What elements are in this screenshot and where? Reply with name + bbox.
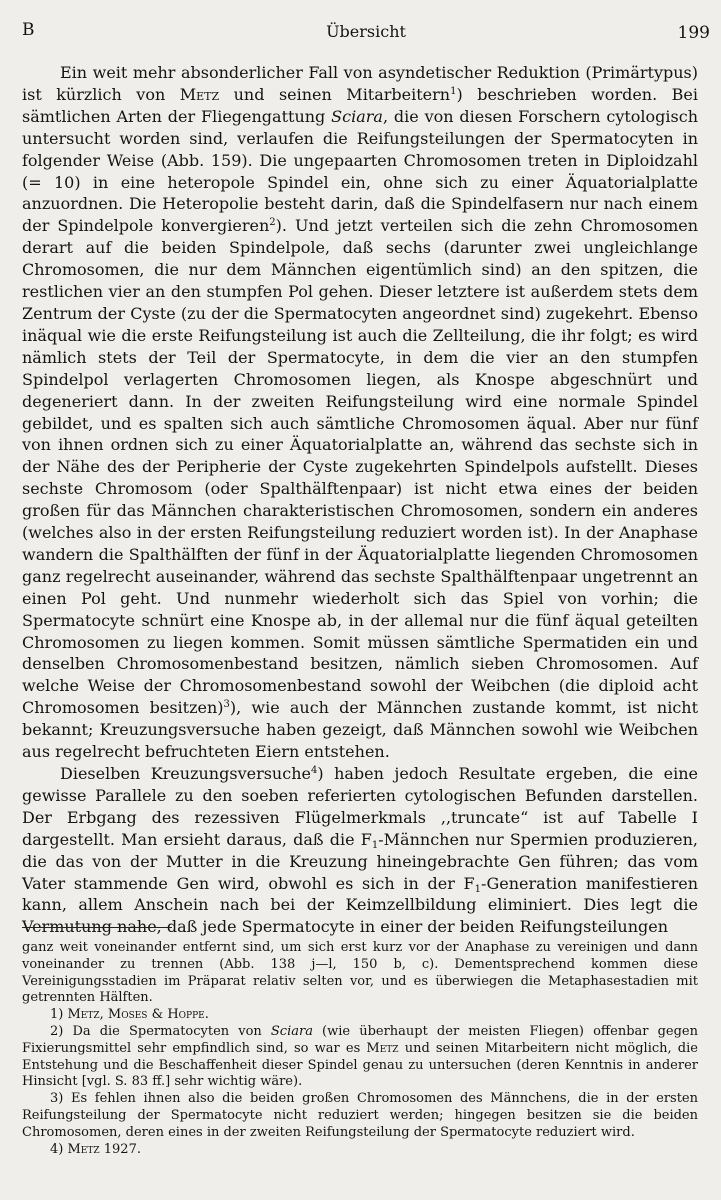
footnote-ref-3: 3: [223, 699, 230, 711]
footnote-ref-2: 2: [269, 217, 276, 229]
paragraph-1: Ein weit mehr absonderlicher Fall von asyndetischer Reduktion (Primärtypus) ist kürzlich von Metz und seinen Mitarbeitern$^1$) beschrieben worden. Bei sämtlichen Arten der Fliegengattung Sciara, die von diesen Forschern cytologisch untersucht worden sind, verlaufen die Reifungsteilungen der Spermatocyten in folgender Weise (Abb. 159). Die ungepaarten Chromosomen treten in Diploidzahl (= 10) in eine heteropole Spindel ein, ohne sich zu einer Äquatorialplatte anzuordnen. Die Heteropolie besteht darin, daß die Spindelfasern nur nach einem der Spindelpole konvergieren$^2$). Und jetzt verteilen sich die zehn Chromosomen derart auf die beiden Spindelpole, daß sechs (darunter zwei ungleichlange Chromosomen, die nur dem Männchen eigentümlich sind) an den spitzen, die restlichen vier an den stumpfen Pol gehen. Dieser letztere ist außerdem stets dem Zentrum der Cyste (zu der die Spermatocyten angeordnet sind) zugekehrt. Ebenso inäqual wie die erste Reifungsteilung ist auch die Zellteilung, die ihr folgt; es wird nämlich stets der Teil der Spermatocyte, in dem die vier an den stumpfen Spindelpol verlagerten Chromosomen liegen, als Knospe abgeschnürt und degeneriert dann. In der zweiten Reifungsteilung wird eine normale Spindel gebildet, und es spalten sich auch sämtliche Chromosomen äqual. Aber nur fünf von ihnen ordnen sich zu einer Äquatorialplatte an, während das sechste sich in der Nähe des der Peripherie der Cyste zugekehrten Spindelpols aufstellt. Dieses sechste Chromosom (oder Spalthälftenpaar) ist nicht etwa eines der beiden großen für das Männchen charakteristischen Chromosomen, sondern ein anderes (welches also in der ersten Reifungsteilung reduziert worden ist). In der Anaphase wandern die Spalthälften der fünf in der Äquatorialplatte liegenden Chromosomen ganz regelrecht auseinander, während das sechste Spalthälftenpaar ungetrennt an einen Pol geht. Und nunmehr wiederholt sich das Spiel von vorhin; die Spermatocyte schnürt eine Knospe ab, in der allemal nur die fünf äqual geteilten Chromosomen zu liegen kommen. Somit müssen sämtliche Spermatiden ein und denselben Chromosomenbestand besitzen, nämlich sieben Chromosomen. Auf welche Weise der Chromosomenbestand sowohl der Weibchen (die diploid acht Chromosomen besitzen)$^3$), wie auch der Männchen zustande kommt, ist nicht bekannt; Kreuzungsversuche haben gezeigt, daß Männchen sowohl wie Weibchen aus regelrecht befruchteten Eiern entstehen.: [22, 63, 699, 762]
footnote-divider: [22, 927, 172, 928]
footnote-1: 1) Metz, Moses & Hoppe.: [50, 1007, 209, 1023]
footnote-4: 4) Metz 1927.: [50, 1141, 141, 1157]
genus-name: Sciara: [331, 106, 383, 126]
footnote-ref-4: 4: [310, 765, 318, 776]
signature-mark: B: [22, 20, 35, 40]
footnote-2: 2) Da die Spermatocyten von Sciara (wie überhaupt der meisten Fliegen) offenbar gegen Fixierungsmittel sehr empfindlich sind, so war es Metz und seinen Mitarbeitern nicht möglich, die Entstehung und die Beschaffenheit dieser Spindel genau zu untersuchen (deren Kenntnis in anderer Hinsicht [vgl. S. 83 ff.] sehr wichtig wäre).: [22, 1023, 698, 1090]
paragraph-2: Dieselben Kreuzungsversuche$^4$) haben jedoch Resultate ergeben, die eine gewisse Parallele zu den soeben referierten cytologischen Befunden darstellen. Der Erbgang des rezessiven Flügelmerkmals ,,truncate“ ist auf Tabelle I dargestellt. Man ersieht daraus, daß die $F_1$-Männchen nur Spermien produzieren, die das von der Mutter in die Kreuzung hineingebrachte Gen führen; das vom Vater stammende Gen wird, obwohl es sich in der $F_1$-Generation manifestieren kann, allem Anschein nach bei der Keimzellbildung eliminiert. Dies legt die Vermutung nahe, daß jede Spermatocyte in einer der beiden Reifungsteilungen: [22, 764, 699, 937]
author-metz: Metz: [179, 84, 220, 104]
running-title: Übersicht: [326, 22, 406, 41]
footnotes: [22, 940, 698, 1158]
footnote-ref-1: 1: [450, 85, 457, 97]
running-header: [22, 20, 710, 46]
body-text: [22, 62, 698, 938]
footnote-3: 3) Es fehlen ihnen also die beiden großen Chromosomen des Männchens, die in der ersten Reifungsteilung der Spermatocyte nicht reduziert werden; hingegen besitzen sie die beiden Chromosomen, deren eines in der zweiten Reifungsteilung der Spermatocyte reduziert wird.: [22, 1091, 698, 1140]
page-number: 199: [677, 23, 710, 43]
footnote-continuation: ganz weit voneinander entfernt sind, um sich erst kurz vor der Anaphase zu vereinigen und dann voneinander zu trennen (Abb. 138 j—l, 150 b, c). Dementsprechend kommen diese Vereinigungsstadien im Präparat relativ selten vor, und es überwiegen die Metaphasestadien mit getrennten Hälften.: [22, 940, 698, 1006]
